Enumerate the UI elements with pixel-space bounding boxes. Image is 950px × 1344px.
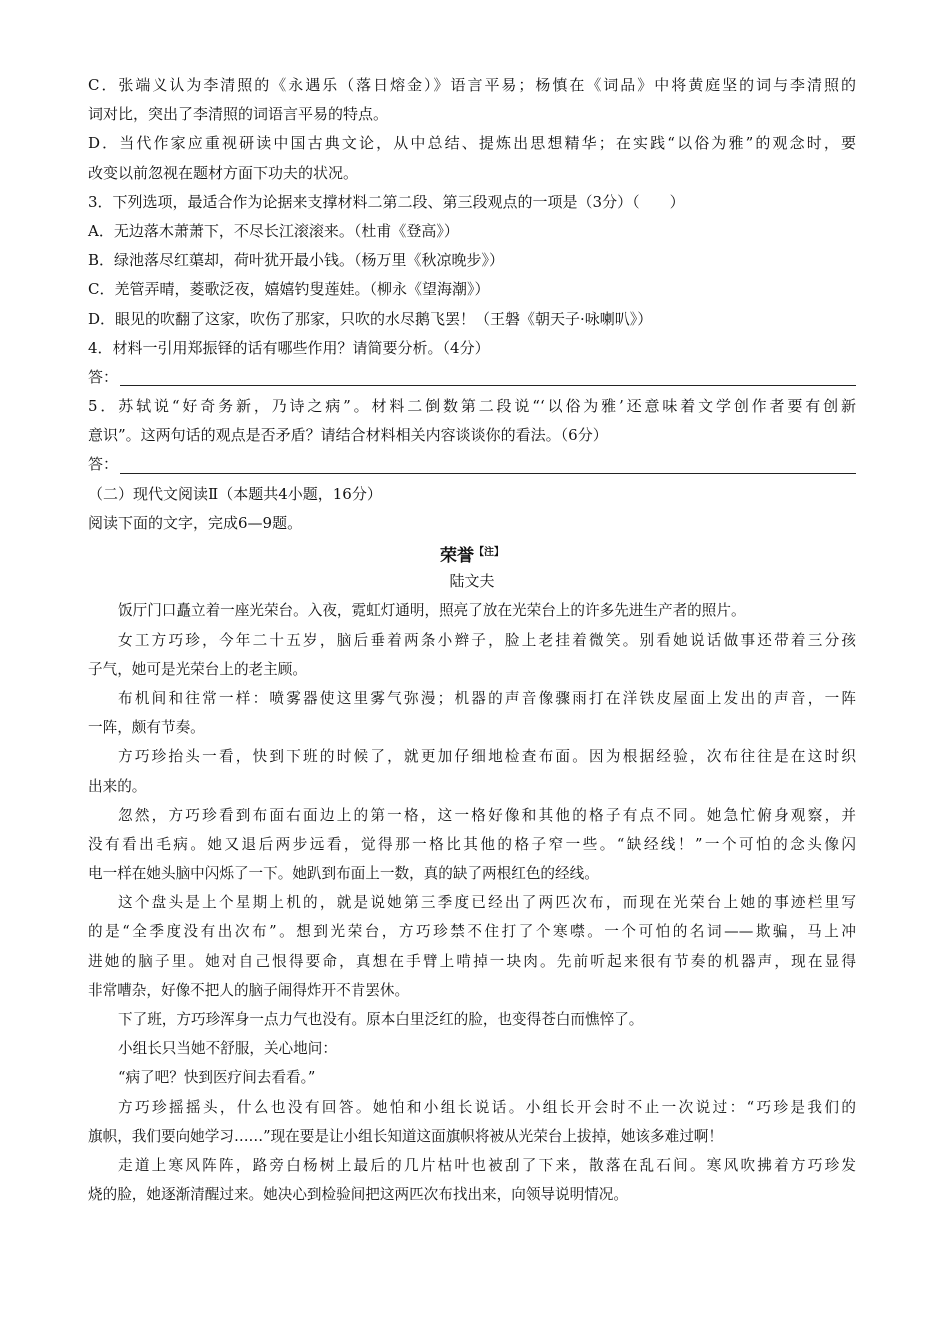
text-line: 一阵，颇有节奏。 <box>88 719 205 737</box>
answer-blank[interactable] <box>120 365 856 386</box>
answer-label: 答： <box>88 455 119 474</box>
story-paragraph <box>88 1151 856 1209</box>
story-paragraph <box>88 888 856 1005</box>
text-line: 饭厅门口矗立着一座光荣台。入夜，霓虹灯通明，照亮了放在光荣台上的许多先进生产者的照片。 <box>118 602 746 620</box>
instruction: 阅读下面的文字，完成6—9题。 <box>88 513 303 532</box>
story-body <box>88 596 856 1209</box>
question-stem: 意识”。这两句话的观点是否矛盾？请结合材料相关内容谈谈你的看法。（6分） <box>88 426 608 445</box>
text-line: D．当代作家应重视研读中国古典文论，从中总结、提炼出思想精华；在实践“以俗为雅”的观念时，要 <box>88 134 856 153</box>
title-text: 荣誉 <box>440 546 474 566</box>
note-mark: 【注】 <box>474 547 504 558</box>
text-line: 改变以前忽视在题材方面下功夫的状况。 <box>88 163 359 182</box>
story-paragraph <box>88 596 856 625</box>
text-line: 布机间和往常一样：喷雾器使这里雾气弥漫；机器的声音像骤雨打在洋铁皮屋面上发出的声音，一阵 <box>118 689 856 707</box>
story-paragraph <box>88 626 856 684</box>
text-line: 词对比，突出了李清照的词语言平易的特点。 <box>88 105 389 124</box>
text-line: 女工方巧珍，今年二十五岁，脑后垂着两条小辫子，脸上老挂着微笑。别看她说话做事还带着三分孩 <box>118 631 856 649</box>
answer-line[interactable] <box>88 450 856 479</box>
text-line: 方巧珍抬头一看，快到下班的时候了，就更加仔细地检查布面。因为根据经验，次布往往是在这时织 <box>118 748 856 766</box>
text-line: 没有看出毛病。她又退后两步远看，觉得那一格比其他的格子窄一些。“缺经线！”一个可怕的念头像闪 <box>88 835 856 853</box>
text-line: 这个盘头是上个星期上机的，就是说她第三季度已经出了两匹次布，而现在光荣台上她的事迹栏里写 <box>118 894 856 912</box>
text-line: “病了吧？快到医疗间去看看。” <box>118 1069 316 1087</box>
answer-line[interactable] <box>88 363 856 392</box>
story-paragraph <box>88 742 856 800</box>
story-paragraph <box>88 1093 856 1151</box>
choice-d: D．眼见的吹翻了这家，吹伤了那家，只吹的水尽鹅飞罢！（王磐《朝天子·咏喇叭》） <box>88 309 653 328</box>
text-line: 子气，她可是光荣台上的老主顾。 <box>88 660 307 678</box>
text-line: 进她的脑子里。她对自己恨得要命，真想在手臂上啃掉一块肉。先前听起来很有节奏的机器声，现在显得 <box>88 952 856 970</box>
text-line: 旗帜，我们要向她学习……”现在要是让小组长知道这面旗帜将被从光荣台上拔掉，她该多难过啊！ <box>88 1127 723 1145</box>
story-paragraph <box>88 1063 856 1092</box>
story-paragraph <box>88 684 856 742</box>
text-line: 出来的。 <box>88 777 147 795</box>
exam-page <box>88 71 856 1209</box>
text-line: 电一样在她头脑中闪烁了一下。她趴到布面上一数，真的缺了两根红色的经线。 <box>88 865 599 883</box>
text-line: 忽然，方巧珍看到布面右面边上的第一格，这一格好像和其他的格子有点不同。她急忙俯身观察，并 <box>118 806 856 824</box>
question-3 <box>88 188 856 334</box>
text-line: 的是“全季度没有出次布”。想到光荣台，方巧珍禁不住打了个寒噤。一个可怕的名词——欺骗，马上冲 <box>88 923 856 941</box>
text-line: 小组长只当她不舒服，关心地问： <box>118 1040 337 1058</box>
text-line: 方巧珍摇摇头，什么也没有回答。她怕和小组长说话。小组长开会时不止一次说过：“巧珍是我们的 <box>118 1098 856 1116</box>
choice-c: C．羌管弄晴，菱歌泛夜，嬉嬉钓叟莲娃。（柳永《望海潮》） <box>88 280 490 299</box>
choice-b: B．绿池落尽红蕖却，荷叶犹开最小钱。（杨万里《秋凉晚步》） <box>88 251 505 270</box>
story-paragraph <box>88 801 856 889</box>
question-4 <box>88 334 856 392</box>
choice-a: A．无边落木萧萧下，不尽长江滚滚来。（杜甫《登高》） <box>88 221 459 240</box>
answer-blank[interactable] <box>120 453 856 474</box>
option-d <box>88 129 856 187</box>
story-paragraph <box>88 1034 856 1063</box>
text-line: 下了班，方巧珍浑身一点力气也没有。原本白里泛红的脸，也变得苍白而憔悴了。 <box>118 1011 644 1028</box>
story-title <box>88 538 856 567</box>
question-5 <box>88 392 856 480</box>
question-stem: 4．材料一引用郑振铎的话有哪些作用？请简要分析。（4分） <box>88 338 490 357</box>
option-c <box>88 71 856 129</box>
text-line: 走道上寒风阵阵，路旁白杨树上最后的几片枯叶也被刮了下来，散落在乱石间。寒风吹拂着方巧珍发 <box>118 1156 856 1174</box>
question-stem: 5．苏轼说“好奇务新，乃诗之病”。材料二倒数第二段说“‘以俗为雅’还意味着文学创作者要有创新 <box>88 397 856 416</box>
text-line: 非常嘈杂，好像不把人的脑子闹得炸开不肯罢休。 <box>88 981 410 999</box>
answer-label: 答： <box>88 367 119 386</box>
story-paragraph <box>88 1005 856 1034</box>
text-line: C．张端义认为李清照的《永遇乐（落日熔金）》语言平易；杨慎在《词品》中将黄庭坚的词与李清照的 <box>88 76 856 94</box>
text-line: 烧的脸，她逐渐清醒过来。她决心到检验间把这两匹次布找出来，向领导说明情况。 <box>88 1186 628 1204</box>
section-heading: （二）现代文阅读Ⅱ（本题共4小题，16分） <box>88 484 382 503</box>
question-stem: 3．下列选项，最适合作为论据来支撑材料二第二段、第三段观点的一项是（3分）（ ） <box>88 192 685 211</box>
story-author: 陆文夫 <box>449 572 495 591</box>
